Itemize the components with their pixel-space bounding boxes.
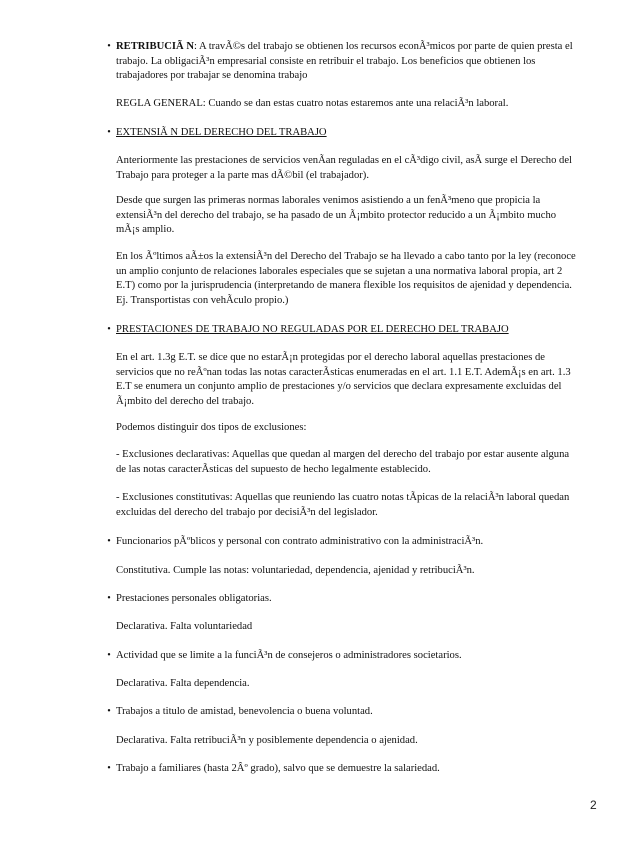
bullet: •	[107, 41, 111, 52]
bullet: •	[107, 763, 111, 774]
bullet: •	[107, 324, 111, 335]
prestaciones-heading: PRESTACIONES DE TRABAJO NO REGULADAS POR EL DERECHO DEL TRABAJO	[116, 324, 509, 335]
regla-general: REGLA GENERAL: Cuando se dan estas cuatro notas estaremos ante una relaciÃ³n laboral.	[116, 98, 509, 109]
extension-paragraph-2: Desde que surgen las primeras normas laborales venimos asistiendo a un fenÃ³meno que propicia la extensiÃ³n del derecho del trabajo, se ha pasado de un Ã¡mbito protector reducido a un Ã¡mbito mucho mÃ¡s amplio.	[116, 195, 557, 236]
bullet: •	[107, 593, 111, 604]
prestaciones-paragraph-2: Podemos distinguir dos tipos de exclusiones:	[116, 422, 307, 433]
list-item-note: Constitutiva. Cumple las notas: voluntariedad, dependencia, ajenidad y retribuciÃ³n.	[116, 565, 475, 576]
retribucion-text: : A travÃ©s del trabajo se obtienen los recursos econÃ³micos por parte de quien presta el trabajo. La obligaciÃ³n empresarial consiste en retribuir el trabajo. Los beneficios que obtienen los trabajadores por trabajar se denomina trabajo	[116, 41, 573, 82]
bullet: •	[107, 650, 111, 661]
list-item-note: Declarativa. Falta voluntariedad	[116, 621, 253, 632]
retribucion-heading: RETRIBUCIÃ N	[116, 41, 194, 52]
list-item: Actividad que se limite a la funciÃ³n de consejeros o administradores societarios.	[116, 650, 462, 661]
list-item-note: Declarativa. Falta retribuciÃ³n y posiblemente dependencia o ajenidad.	[116, 735, 418, 746]
prestaciones-paragraph-1: En el art. 1.3g E.T. se dice que no estarÃ¡n protegidas por el derecho laboral aquellas prestaciones de servicios que no reÃºnan todas las notas caracterÃsticas enumeradas en el art. 1.1 E.T. AdemÃ¡s en art. 1.3 E.T se enumera un conjunto amplio de prestaciones y/o servicios que declara expresamente excluidas del Ã¡mbito del derecho del trabajo.	[116, 352, 571, 407]
bullet: •	[107, 536, 111, 547]
extension-paragraph-3: En los Ãºltimos aÃ±os la extensiÃ³n del Derecho del Trabajo se ha llevado a cabo tanto por la ley (reconoce un amplio conjunto de relaciones laborales especiales que se sujetan a una normativa laboral propia, art 2 E.T) como por la jurisprudencia (interpretando de manera flexible los requisitos de ajenidad y dependencia. Ej. Transportistas con vehÃculo propio.)	[116, 251, 576, 306]
extension-paragraph-1: Anteriormente las prestaciones de servicios venÃan reguladas en el cÃ³digo civil, asÃ surge el Derecho del Trabajo para proteger a la parte mas dÃ©bil (el trabajador).	[116, 155, 572, 181]
list-item-note: Declarativa. Falta dependencia.	[116, 678, 250, 689]
list-item: Trabajo a familiares (hasta 2Âº grado), salvo que se demuestre la salariedad.	[116, 763, 440, 774]
exclusiones-declarativas: - Exclusiones declarativas: Aquellas que quedan al margen del derecho del trabajo por estar ausente alguna de las notas caracterÃsticas del supuesto de hecho legalmente establecido.	[116, 449, 570, 475]
list-item: Funcionarios pÃºblicos y personal con contrato administrativo con la administraciÃ³n.	[116, 536, 484, 547]
page-number: 2	[590, 798, 597, 812]
retribucion-paragraph	[116, 40, 576, 84]
list-item: Prestaciones personales obligatorias.	[116, 593, 272, 604]
exclusiones-constitutivas: - Exclusiones constitutivas: Aquellas que reuniendo las cuatro notas tÃpicas de la relaciÃ³n laboral quedan excluidas del derecho del trabajo por decisiÃ³n del legislador.	[116, 492, 570, 518]
extension-heading: EXTENSIÃ N DEL DERECHO DEL TRABAJO	[116, 127, 327, 138]
bullet: •	[107, 127, 111, 138]
bullet: •	[107, 706, 111, 717]
list-item: Trabajos a titulo de amistad, benevolencia o buena voluntad.	[116, 706, 373, 717]
